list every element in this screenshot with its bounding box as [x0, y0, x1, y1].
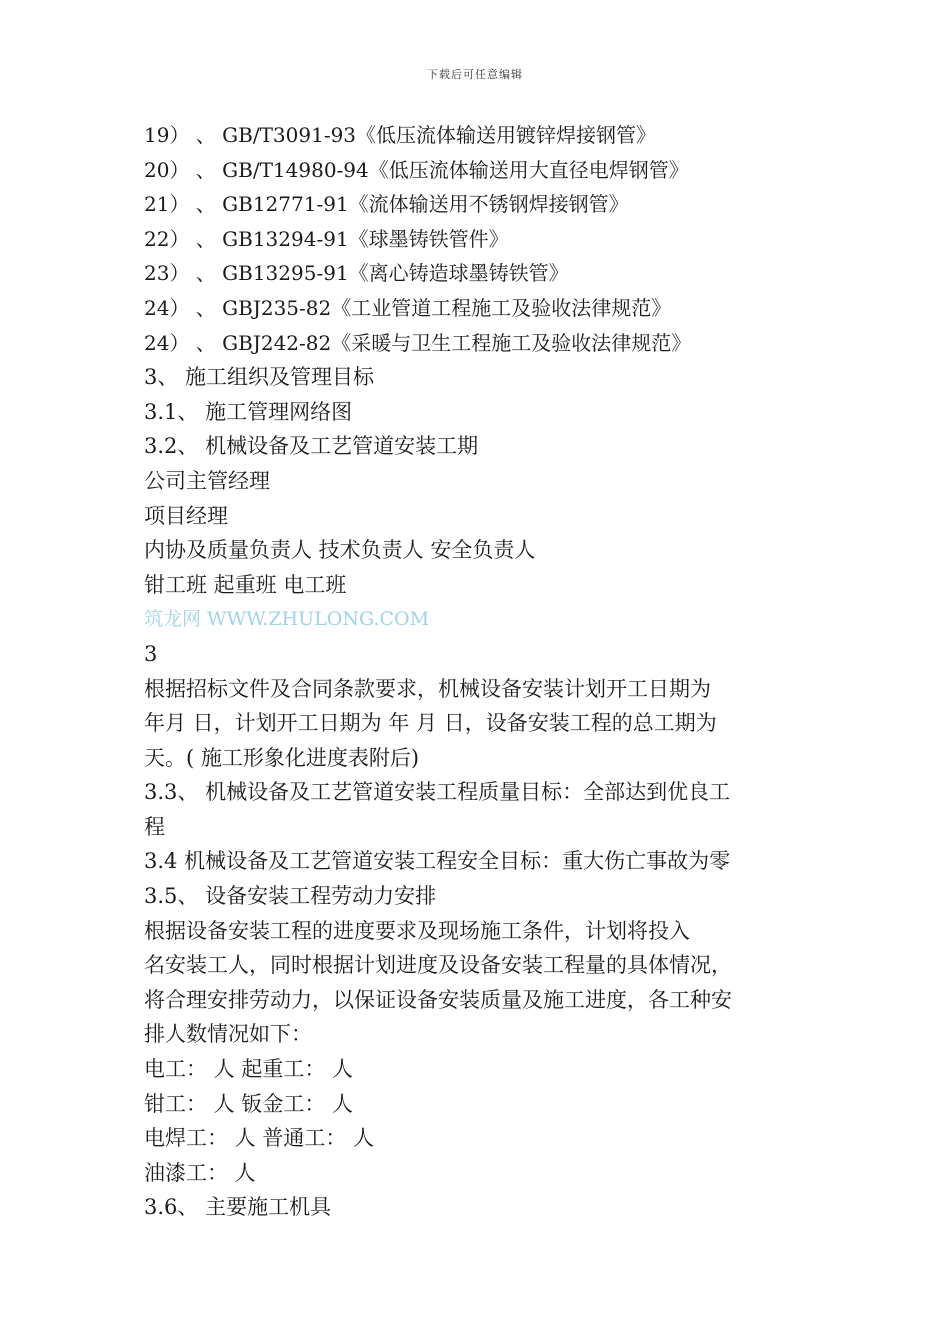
section-3-5-paragraph-line-4: 排人数情况如下：	[144, 1022, 312, 1047]
standard-item-23: 23） 、 GB13295-91《离心铸造球墨铸铁管》	[144, 261, 569, 286]
section-3-3-line-2: 程	[144, 814, 165, 839]
standard-item-20: 20） 、 GB/T14980-94《低压流体输送用大直径电焊钢管》	[144, 157, 689, 182]
watermark: 筑龙网 WWW.ZHULONG.COM	[144, 608, 430, 631]
standard-item-21: 21） 、 GB12771-91《流体输送用不锈钢焊接钢管》	[144, 192, 629, 217]
section-3-5-paragraph-line-2: 名安装工人，同时根据计划进度及设备安装工程量的具体情况，	[144, 953, 732, 978]
standard-item-24b: 24） 、 GBJ242-82《采暖与卫生工程施工及验收法律规范》	[144, 330, 692, 355]
schedule-paragraph-line-2: 年月 日，计划开工日期为 年 月 日，设备安装工程的总工期为	[144, 711, 717, 736]
standard-item-24a: 24） 、 GBJ235-82《工业管道工程施工及验收法律规范》	[144, 295, 672, 320]
labor-line-4: 油漆工： 人	[144, 1160, 256, 1185]
section-3-heading: 3、 施工组织及管理目标	[144, 365, 375, 390]
schedule-paragraph-line-1: 根据招标文件及合同条款要求，机械设备安装计划开工日期为	[144, 676, 711, 701]
section-3-6-heading: 3.6、 主要施工机具	[144, 1195, 332, 1220]
page-number: 3	[144, 641, 158, 666]
section-3-4: 3.4 机械设备及工艺管道安装工程安全目标：重大伤亡事故为零	[144, 849, 731, 874]
section-3-5-heading: 3.5、 设备安装工程劳动力安排	[144, 884, 437, 909]
section-3-1-heading: 3.1、 施工管理网络图	[144, 399, 353, 424]
section-3-2-heading: 3.2、 机械设备及工艺管道安装工期	[144, 434, 479, 459]
labor-line-2: 钳工： 人 钣金工： 人	[144, 1091, 354, 1116]
org-chart-level-4: 钳工班 起重班 电工班	[144, 572, 347, 597]
page-header: 下载后可任意编辑	[427, 68, 523, 81]
org-chart-level-2: 项目经理	[144, 503, 228, 528]
section-3-5-paragraph-line-3: 将合理安排劳动力，以保证设备安装质量及施工进度，各工种安	[144, 987, 732, 1012]
document-body	[144, 118, 804, 1225]
org-chart-level-3: 内协及质量负责人 技术负责人 安全负责人	[144, 538, 536, 563]
standard-item-22: 22） 、 GB13294-91《球墨铸铁管件》	[144, 226, 509, 251]
standard-item-19: 19） 、 GB/T3091-93《低压流体输送用镀锌焊接钢管》	[144, 123, 657, 147]
org-chart-level-1: 公司主管经理	[144, 468, 270, 493]
section-3-3-line-1: 3.3、 机械设备及工艺管道安装工程质量目标：全部达到优良工	[144, 780, 731, 805]
labor-line-1: 电工： 人 起重工： 人	[144, 1057, 354, 1082]
section-3-5-paragraph-line-1: 根据设备安装工程的进度要求及现场施工条件，计划将投入	[144, 918, 690, 943]
schedule-paragraph-line-3: 天。( 施工形象化进度表附后)	[144, 745, 420, 770]
labor-line-3: 电焊工： 人 普通工： 人	[144, 1126, 375, 1151]
